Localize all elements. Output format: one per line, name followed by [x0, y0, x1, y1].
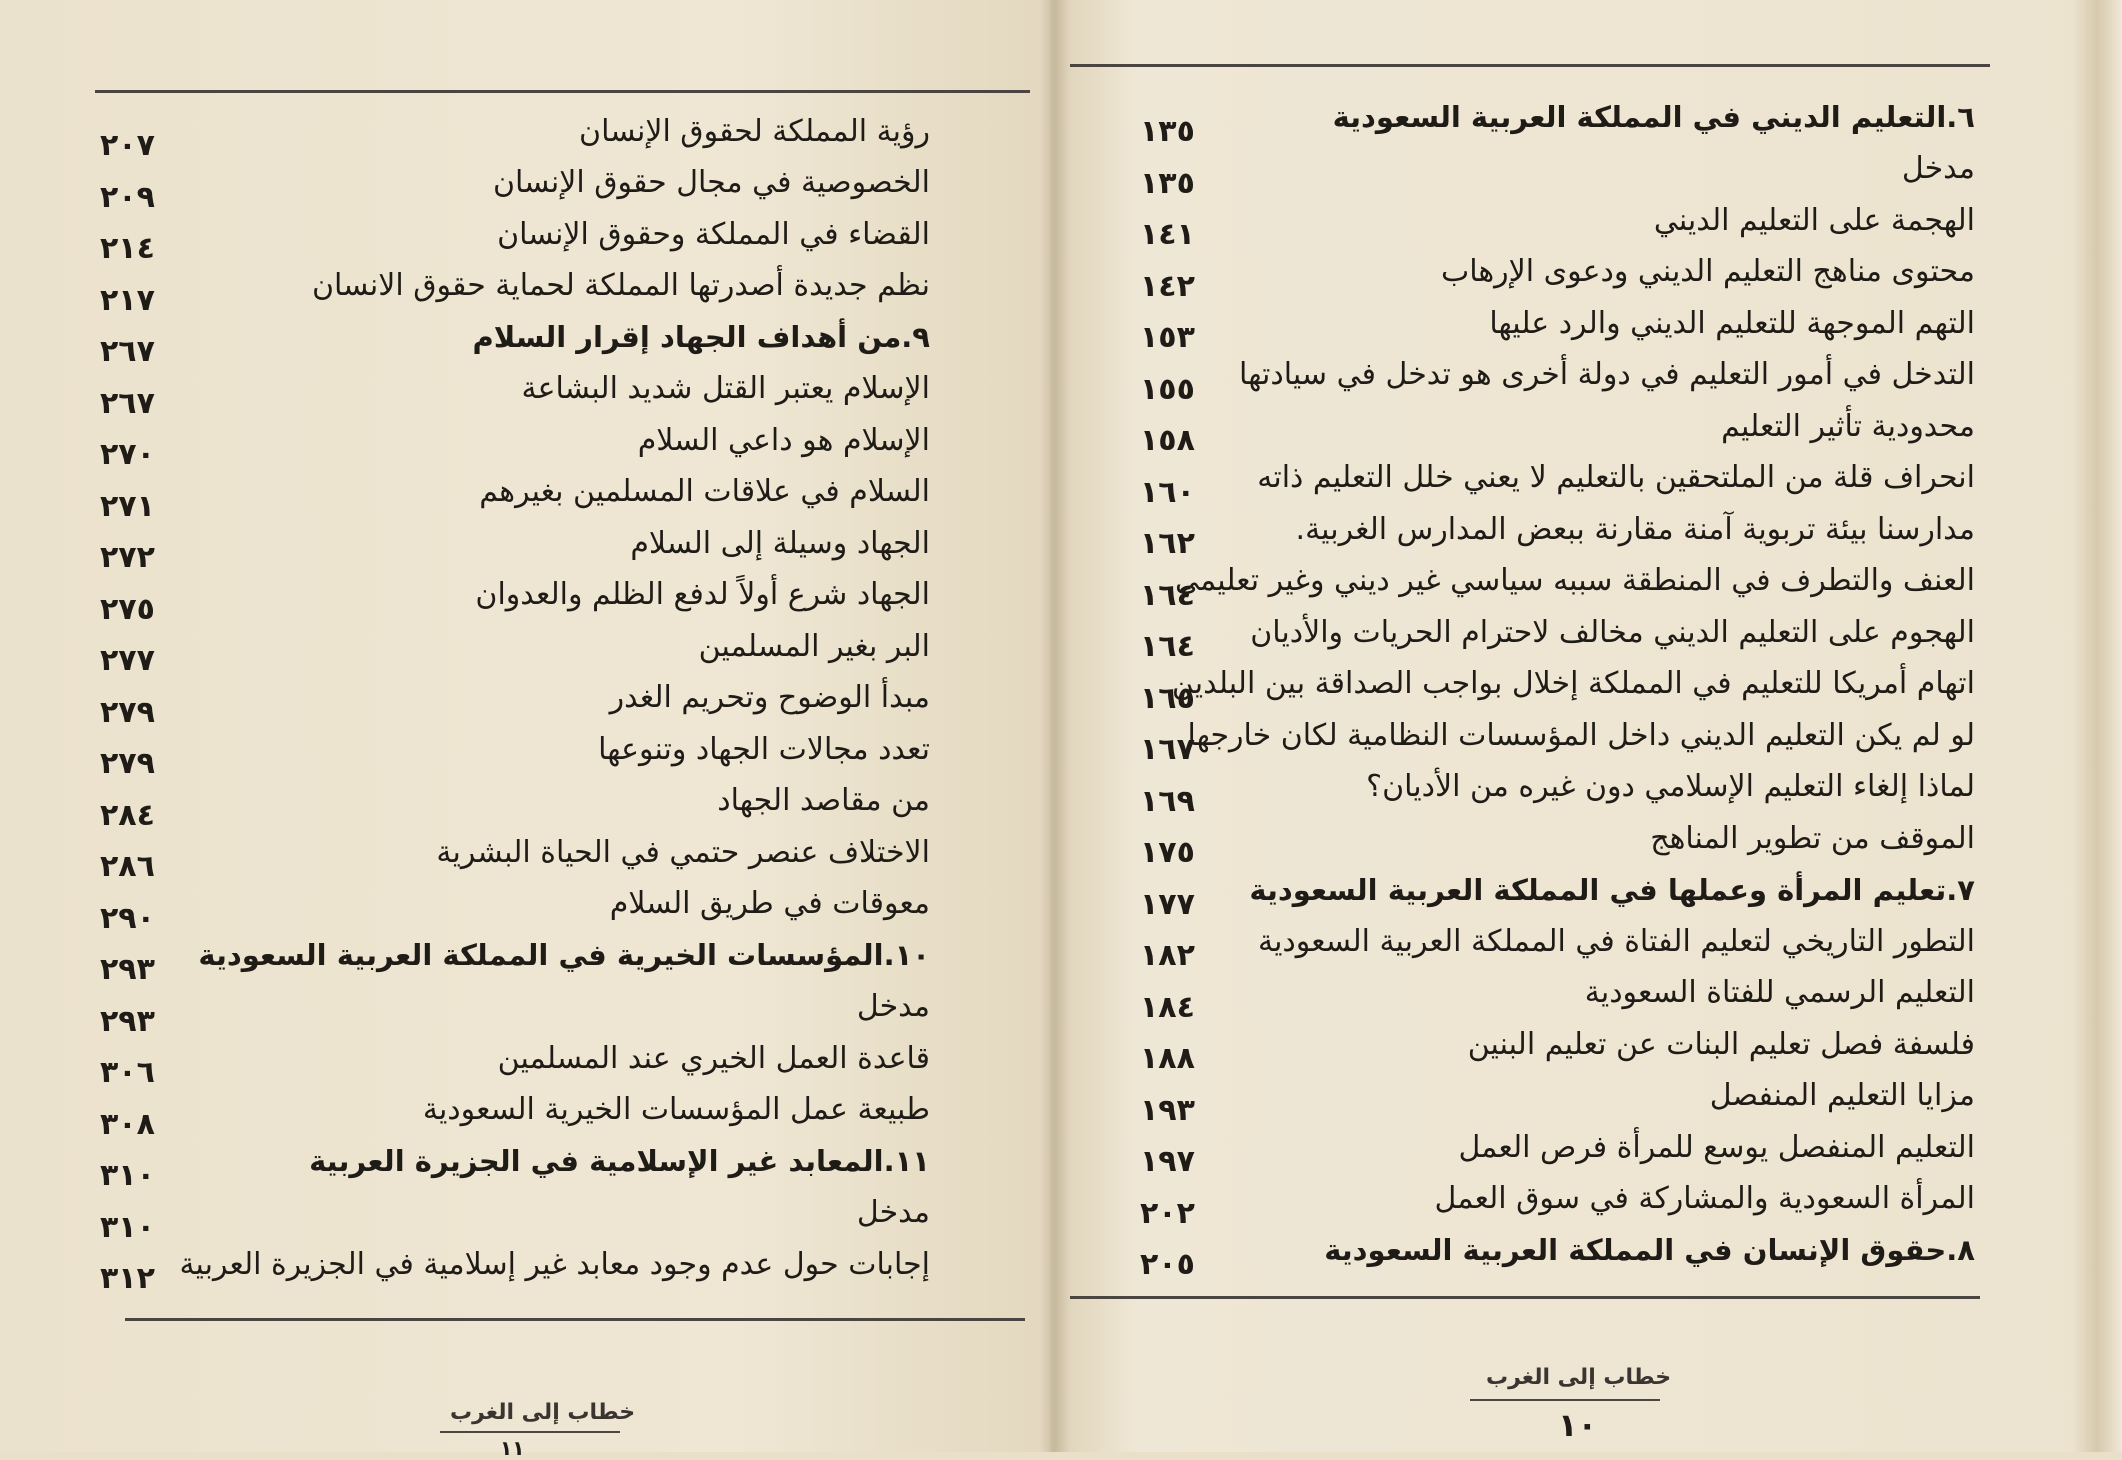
toc-page-number: ١٨٤: [1140, 989, 1195, 1025]
toc-section-heading: [100, 312, 930, 369]
toc-entry-title: مبدأ الوضوح وتحريم الغدر: [609, 680, 930, 715]
toc-page-number: ٢٩٣: [100, 1003, 155, 1039]
toc-entry-title: ١٠.المؤسسات الخيرية في المملكة العربية السعودية: [198, 938, 930, 972]
toc-page-number: ٣٠٨: [100, 1106, 155, 1142]
toc-section-heading: [1140, 865, 1975, 922]
toc-entry-title: التعليم الرسمي للفتاة السعودية: [1584, 975, 1975, 1010]
toc-entry: [1140, 1174, 1975, 1231]
toc-entry-title: ٦.التعليم الديني في المملكة العربية السعودية: [1332, 100, 1975, 134]
right-footer-line: [1470, 1399, 1660, 1401]
toc-section-heading: [100, 1136, 930, 1193]
left-footer-title: خطاب إلى الغرب: [450, 1400, 636, 1425]
toc-entry-title: القضاء في المملكة وحقوق الإنسان: [497, 216, 930, 252]
left-bottom-rule: [125, 1318, 1025, 1321]
toc-entry-title: السلام في علاقات المسلمين بغيرهم: [479, 474, 930, 509]
toc-entry-title: محدودية تأثير التعليم: [1721, 408, 1975, 444]
right-page-number: ١٠: [1558, 1406, 1598, 1444]
toc-page-number: ٢٩٣: [100, 952, 155, 987]
toc-entry: [100, 518, 930, 575]
toc-entry: [100, 776, 930, 833]
toc-entry: [100, 158, 930, 215]
toc-entry-title: ٨.حقوق الإنسان في المملكة العربية السعودية: [1324, 1233, 1975, 1267]
left-top-rule: [95, 90, 1030, 93]
toc-page-number: ٢١٤: [100, 231, 155, 266]
toc-entry: [1140, 504, 1975, 561]
toc-entry-title: العنف والتطرف في المنطقة سببه سياسي غير ديني وغير تعليمي: [1174, 563, 1975, 598]
toc-page-number: ١٧٧: [1140, 886, 1195, 922]
toc-entry-title: رؤية المملكة لحقوق الإنسان: [579, 113, 930, 149]
toc-page-number: ١٦٩: [1140, 783, 1195, 819]
toc-page-number: ٣١٢: [100, 1261, 155, 1296]
toc-entry-title: ٩.من أهداف الجهاد إقرار السلام: [472, 320, 930, 354]
toc-page-number: ٢٠٧: [100, 128, 155, 163]
toc-page-number: ١٦٢: [1140, 526, 1195, 561]
toc-entry-title: الموقف من تطوير المناهج: [1650, 820, 1975, 856]
toc-page-number: ٢٩٠: [100, 900, 155, 936]
toc-entry-title: الهجمة على التعليم الديني: [1653, 202, 1975, 238]
toc-page-number: ١٩٣: [1140, 1092, 1195, 1128]
toc-page-number: ٢٠٩: [100, 179, 155, 215]
toc-page-number: ١٩٧: [1140, 1144, 1195, 1179]
toc-page-number: ١٦٠: [1140, 474, 1195, 510]
toc-page-number: ٢٠٥: [1140, 1247, 1195, 1282]
toc-entry: [1140, 144, 1975, 201]
toc-page-number: ١٣٥: [1140, 114, 1195, 149]
toc-entry-title: التدخل في أمور التعليم في دولة أخرى هو تدخل في سيادتها: [1239, 357, 1975, 392]
toc-entry-title: مدخل: [856, 1195, 930, 1230]
toc-entry-title: مدخل: [856, 989, 930, 1024]
toc-page-number: ١٦٤: [1140, 629, 1195, 664]
toc-entry: [100, 1188, 930, 1245]
toc-entry: [1140, 968, 1975, 1025]
right-bottom-rule: [1070, 1296, 1980, 1299]
toc-entry-title: تعدد مجالات الجهاد وتنوعها: [598, 731, 930, 767]
toc-entry-title: مدارسنا بيئة تربوية آمنة مقارنة ببعض المدارس الغربية.: [1295, 511, 1975, 547]
toc-page-number: ٣٠٦: [100, 1055, 155, 1090]
toc-entry-title: ٧.تعليم المرأة وعملها في المملكة العربية السعودية: [1249, 872, 1975, 907]
toc-entry: [100, 1239, 930, 1296]
toc-entry: [100, 467, 930, 524]
toc-section-heading: [1140, 92, 1975, 149]
toc-entry-title: ١١.المعابد غير الإسلامية في الجزيرة العربية: [309, 1144, 930, 1178]
toc-entry: [100, 827, 930, 884]
toc-entry: [1140, 298, 1975, 355]
toc-entry-title: معوقات في طريق السلام: [609, 886, 930, 921]
toc-page-number: ٢٦٧: [100, 385, 155, 421]
toc-entry-title: الهجوم على التعليم الديني مخالف لاحترام الحريات والأديان: [1250, 614, 1975, 650]
toc-entry-title: فلسفة فصل تعليم البنات عن تعليم البنين: [1467, 1026, 1975, 1062]
toc-entry-title: الجهاد شرع أولاً لدفع الظلم والعدوان: [475, 577, 930, 612]
toc-entry-title: مزايا التعليم المنفصل: [1709, 1078, 1975, 1113]
toc-page-number: ١٣٥: [1140, 165, 1195, 201]
toc-page-number: ١٤١: [1140, 217, 1195, 252]
book-gutter: [1040, 0, 1070, 1452]
toc-page-number: ١٤٢: [1140, 268, 1195, 304]
toc-entry: [1140, 813, 1975, 870]
toc-page-number: ١٨٨: [1140, 1041, 1195, 1076]
toc-page-number: ١٥٣: [1140, 320, 1195, 355]
toc-section-heading: [100, 930, 930, 987]
toc-entry: [100, 879, 930, 936]
toc-entry: [1140, 762, 1975, 819]
toc-entry-title: انحراف قلة من الملتحقين بالتعليم لا يعني خلل التعليم ذاته: [1257, 460, 1975, 495]
toc-entry-title: طبيعة عمل المؤسسات الخيرية السعودية: [422, 1092, 930, 1127]
toc-entry-title: التهم الموجهة للتعليم الديني والرد عليها: [1489, 305, 1975, 341]
toc-entry-title: الخصوصية في مجال حقوق الإنسان: [492, 165, 930, 200]
toc-entry: [1140, 607, 1975, 664]
toc-entry-title: التعليم المنفصل يوسع للمرأة فرص العمل: [1458, 1129, 1975, 1165]
toc-entry: [100, 364, 930, 421]
toc-entry-title: من مقاصد الجهاد: [717, 783, 930, 818]
toc-page-number: ١٨٢: [1140, 938, 1195, 973]
toc-section-heading: [1140, 1225, 1975, 1282]
toc-entry: [1140, 195, 1975, 252]
toc-entry-title: التطور التاريخي لتعليم الفتاة في المملكة العربية السعودية: [1257, 923, 1975, 959]
left-footer-line: [440, 1431, 620, 1433]
toc-page-number: ٢٧٩: [100, 746, 155, 781]
toc-entry-title: الجهاد وسيلة إلى السلام: [630, 525, 930, 561]
toc-entry: [1140, 350, 1975, 407]
toc-entry-title: المرأة السعودية والمشاركة في سوق العمل: [1434, 1181, 1975, 1216]
toc-entry-title: الاختلاف عنصر حتمي في الحياة البشرية: [436, 834, 930, 870]
toc-page-number: ١٧٥: [1140, 835, 1195, 870]
toc-page-number: ١٦٥: [1140, 680, 1195, 716]
toc-entry: [1140, 556, 1975, 613]
toc-entry-title: البر بغير المسلمين: [698, 628, 930, 664]
toc-entry-title: قاعدة العمل الخيري عند المسلمين: [497, 1040, 930, 1076]
toc-entry: [1140, 710, 1975, 767]
toc-page-number: ٢٠٢: [1140, 1195, 1195, 1231]
right-footer-title: خطاب إلى الغرب: [1486, 1365, 1672, 1390]
page-edge: [2072, 0, 2122, 1452]
toc-entry-title: مدخل: [1901, 151, 1975, 186]
toc-entry: [1140, 659, 1975, 716]
left-page-number: ١١: [500, 1436, 525, 1460]
toc-entry: [1140, 453, 1975, 510]
toc-entry-title: محتوى مناهج التعليم الديني ودعوى الإرهاب: [1440, 254, 1975, 289]
toc-entry-title: نظم جديدة أصدرتها المملكة لحماية حقوق الانسان: [311, 268, 930, 303]
toc-entry: [100, 673, 930, 730]
toc-entry: [100, 724, 930, 781]
toc-entry: [100, 106, 930, 163]
toc-entry: [100, 621, 930, 678]
toc-page-number: ٣١٠: [100, 1209, 155, 1245]
toc-entry: [100, 261, 930, 318]
toc-page-number: ١٦٤: [1140, 577, 1195, 613]
toc-page-number: ٢٨٤: [100, 797, 155, 833]
toc-page-number: ٢٧٢: [100, 540, 155, 575]
toc-page-number: ٢١٧: [100, 282, 155, 318]
toc-entry: [100, 570, 930, 627]
toc-entry-title: لو لم يكن التعليم الديني داخل المؤسسات النظامية لكان خارجها: [1187, 717, 1975, 753]
toc-page-number: ٢٦٧: [100, 334, 155, 369]
toc-entry: [1140, 247, 1975, 304]
toc-entry: [100, 982, 930, 1039]
toc-entry-title: الإسلام يعتبر القتل شديد البشاعة: [521, 371, 930, 406]
toc-page-number: ٢٧٠: [100, 437, 155, 472]
toc-entry: [1140, 1071, 1975, 1128]
toc-entry: [1140, 1019, 1975, 1076]
toc-entry: [100, 415, 930, 472]
toc-entry-title: إجابات حول عدم وجود معابد غير إسلامية في الجزيرة العربية: [179, 1246, 930, 1282]
toc-entry: [1140, 1122, 1975, 1179]
toc-entry: [100, 1085, 930, 1142]
toc-entry: [100, 209, 930, 266]
toc-entry-title: اتهام أمريكا للتعليم في المملكة إخلال بواجب الصداقة بين البلدين: [1171, 666, 1975, 701]
toc-page-number: ١٥٥: [1140, 371, 1195, 407]
toc-page-number: ٢٨٦: [100, 849, 155, 884]
toc-page-number: ٢٧٧: [100, 643, 155, 678]
toc-page-number: ١٥٨: [1140, 423, 1195, 458]
toc-page-number: ٢٧١: [100, 488, 155, 524]
right-top-rule: [1070, 64, 1990, 67]
toc-entry-title: الإسلام هو داعي السلام: [637, 422, 930, 458]
toc-page-number: ٢٧٥: [100, 591, 155, 627]
toc-page-number: ٢٧٩: [100, 694, 155, 730]
toc-entry-title: لماذا إلغاء التعليم الإسلامي دون غيره من الأديان؟: [1366, 769, 1975, 804]
toc-page-number: ١٦٧: [1140, 732, 1195, 767]
toc-page-number: ٣١٠: [100, 1158, 155, 1193]
toc-entry: [1140, 916, 1975, 973]
toc-entry: [1140, 401, 1975, 458]
toc-entry: [100, 1033, 930, 1090]
